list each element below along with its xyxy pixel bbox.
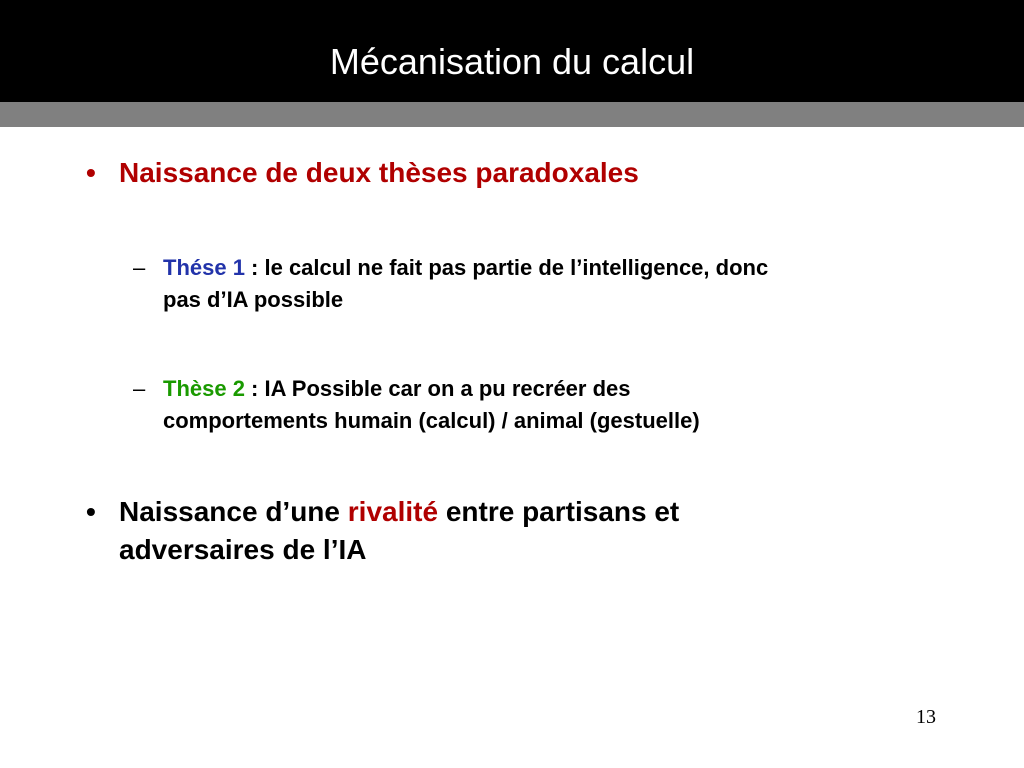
these-2-line1: : IA Possible car on a pu recréer des <box>244 376 631 401</box>
bullet-marker: • <box>86 157 96 188</box>
bullet-2-after: entre partisans et <box>438 496 680 527</box>
bullet-1-text: Naissance de deux thèses paradoxales <box>119 157 639 188</box>
bullet-2-text <box>119 494 679 530</box>
bullet-2-line2: adversaires de l’IA <box>119 534 367 565</box>
sub-bullet-2 <box>163 373 631 405</box>
these-1-line2: pas d’IA possible <box>163 287 344 312</box>
these-2-label: Thèse 2 <box>163 376 245 401</box>
these-1-label: Thése 1 <box>163 255 245 280</box>
page-number: 13 <box>916 706 936 728</box>
sub-bullet-marker: – <box>133 255 146 280</box>
sub-bullet-1 <box>163 252 768 284</box>
these-1-line1: : le calcul ne fait pas partie de l’intelligence, donc <box>244 255 769 280</box>
slide-title: Mécanisation du calcul <box>329 41 695 82</box>
bullet-2-before: Naissance d’une <box>119 496 348 527</box>
these-2-line2: comportements humain (calcul) / animal (gestuelle) <box>163 408 700 433</box>
sub-bullet-marker: – <box>133 376 146 401</box>
bullet-marker: • <box>86 496 96 527</box>
rivalite-highlight: rivalité <box>347 496 439 527</box>
